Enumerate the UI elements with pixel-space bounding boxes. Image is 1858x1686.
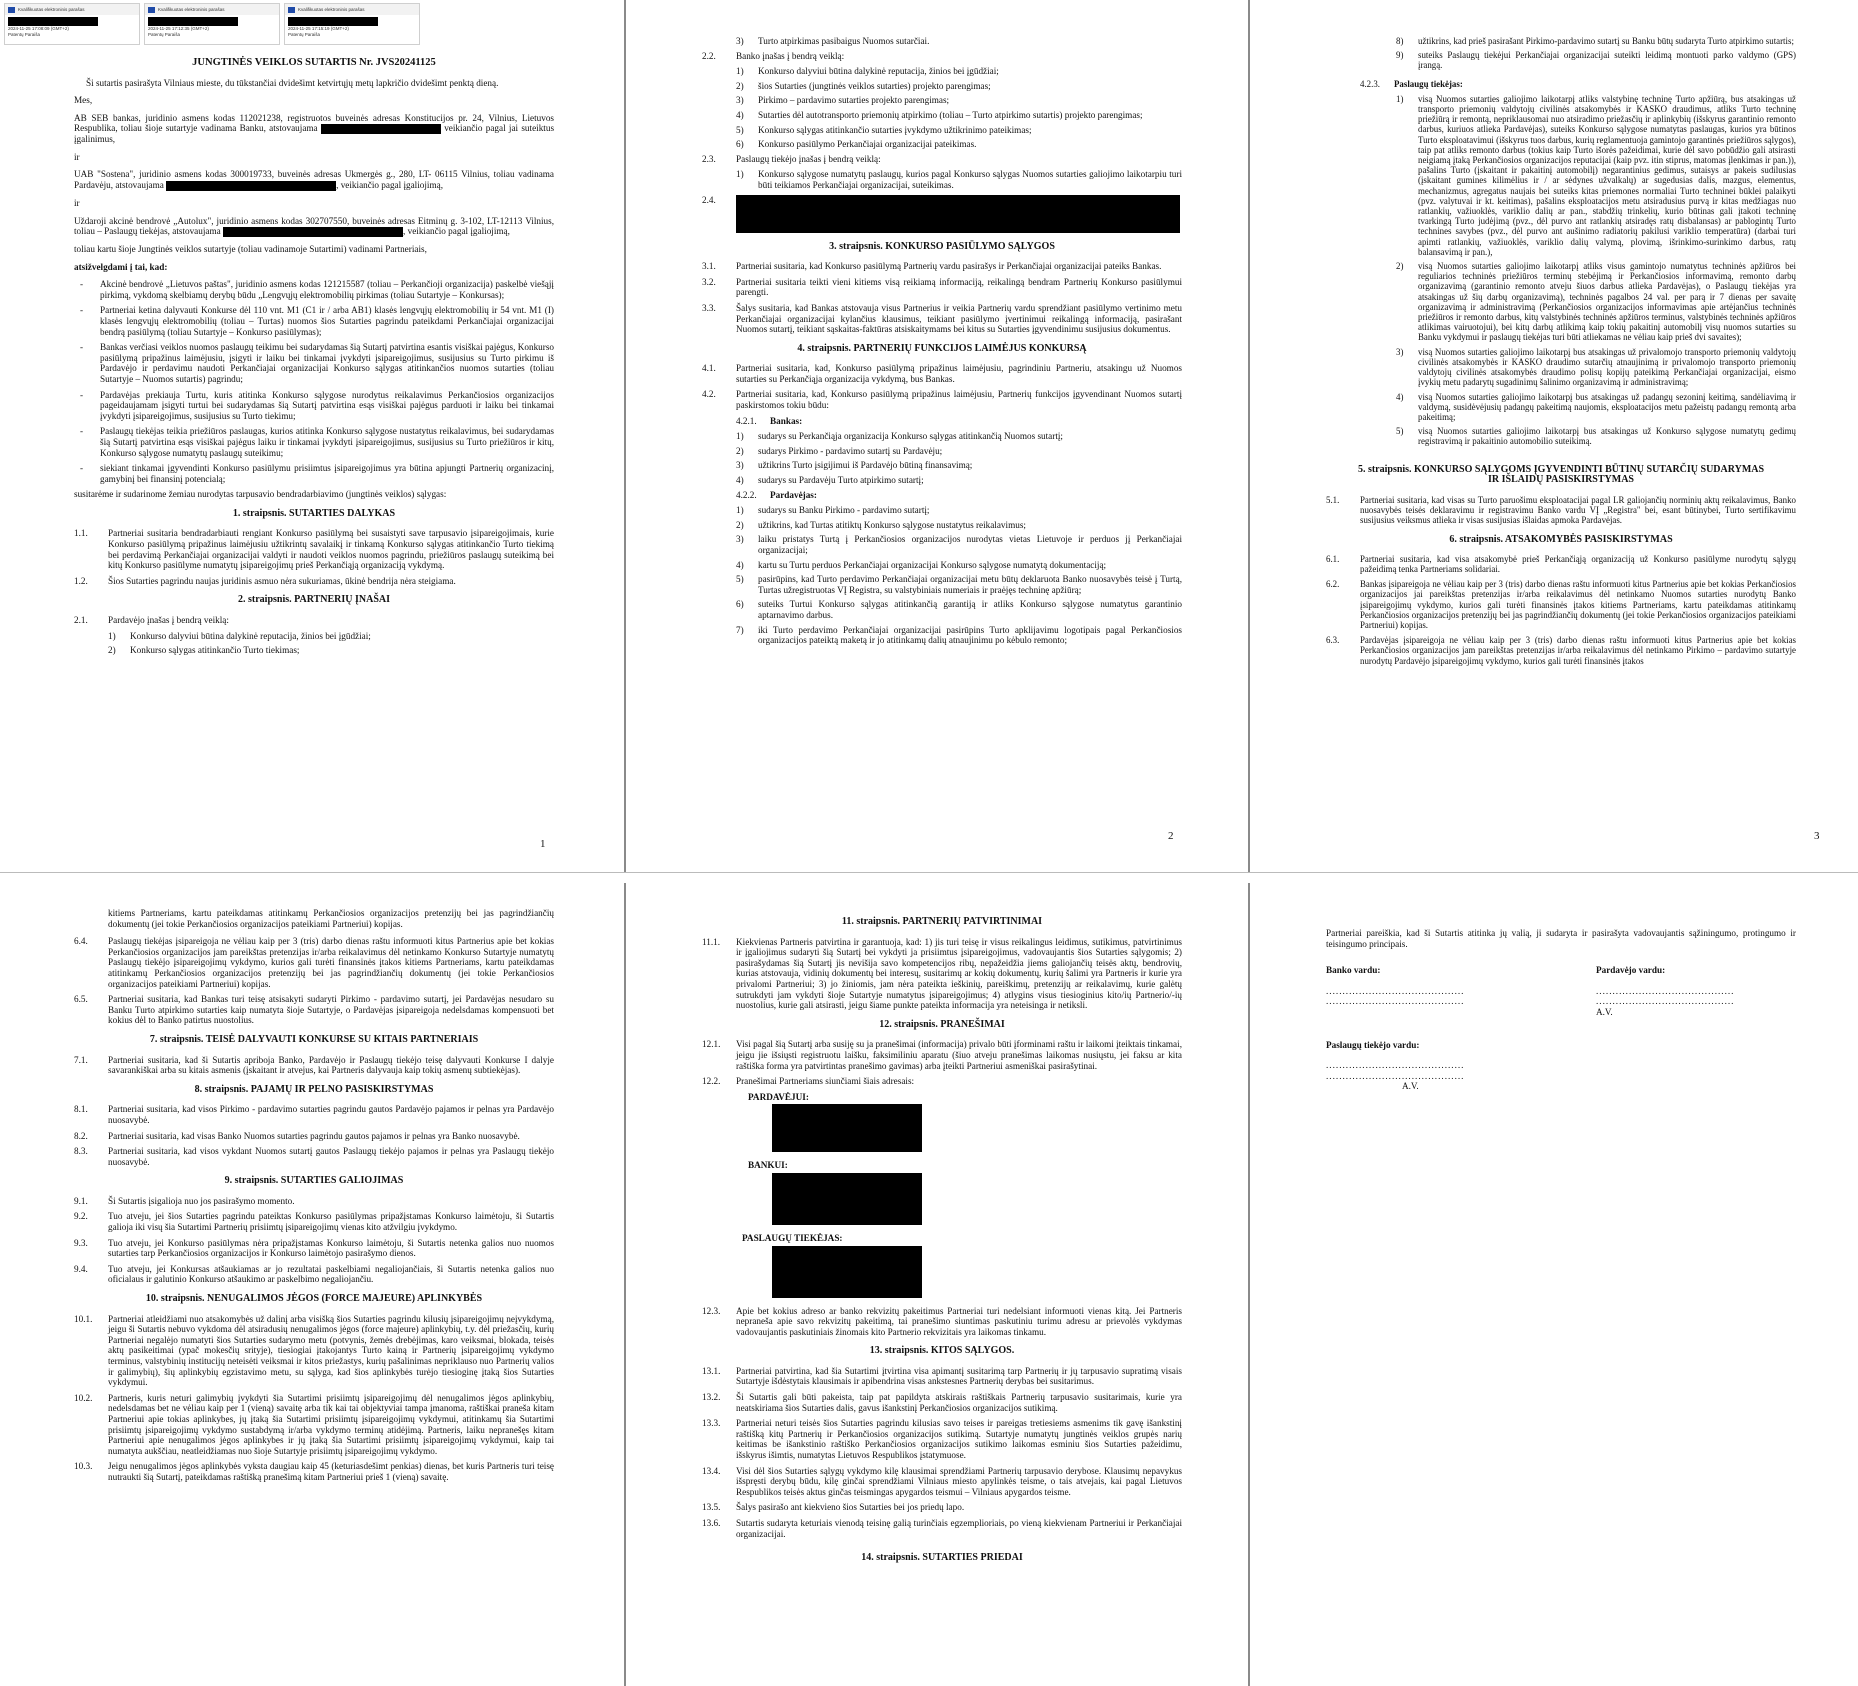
list-item-text: sudarys Pirkimo - pardavimo sutartį su Pardavėju; xyxy=(758,445,943,456)
signature-row xyxy=(1326,965,1796,1017)
redaction-block xyxy=(223,227,403,237)
clause-text: Partneriai susitaria, kad visas Banko Nuomos sutarties pagrindu gautos pajamos ir pelnas yra Banko nuosavybė. xyxy=(108,1130,520,1141)
clause-text: Tuo atveju, jei Konkursas atšaukiamas ar jo rezultatai paskelbiami negaliojančiais, ši Sutartis netenka galios nuo oficialaus ir galutinio Konkurso atšaukimo ar paskelbimo negaliojančiu. xyxy=(108,1263,554,1285)
clause-text: Paslaugų tiekėjas: xyxy=(1394,78,1463,89)
list-item-text: Konkurso sąlygas atitinkančio Turto tiekimas; xyxy=(130,645,300,656)
section-heading: 2. straipsnis. PARTNERIŲ ĮNAŠAI xyxy=(238,594,390,606)
page-separator xyxy=(624,0,626,1686)
clause xyxy=(74,1393,554,1457)
section-heading: 7. straipsnis. TEISĖ DALYVAUTI KONKURSE SU KITAIS PARTNERIAIS xyxy=(149,1033,479,1045)
redaction-block xyxy=(8,17,98,26)
clause-text: Partneriai susitaria teikti vieni kitiems visą reikiamą informaciją, reikalingą bendram Partnerių Konkurso pasiūlymui parengti. xyxy=(736,276,1182,298)
list-item-text: visą Nuomos sutarties galiojimo laikotarpį bus atsakingas už Konkurso sąlygose numatytų gedimų registravimą ir pakaitinio automobilio suteikimą. xyxy=(1418,426,1796,447)
clause-text: Banko įnašas į bendrą veiklą: xyxy=(736,50,845,61)
clause-text: Pardavėjas: xyxy=(770,489,817,500)
list-item: 9) suteiks Paslaugų tiekėjui Perkančiajai organizacijai suteikti leidimą montuoti parko valdymo (GPS) įrangą. xyxy=(1396,50,1796,71)
clause-number: 5.1. xyxy=(1326,494,1340,505)
clause xyxy=(702,1418,1182,1460)
stamp-header: Kvalifikuotas elektroninis parašas xyxy=(298,6,365,12)
section-heading: 6. straipsnis. ATSAKOMYBĖS PASISKIRSTYMAS xyxy=(1449,533,1673,545)
list-item: 2) Konkurso sąlygas atitinkančio Turto tiekimas; xyxy=(108,645,554,656)
clause-text: Partneriai susitaria, kad visos vykdant Nuomos sutartį gautos Paslaugų tiekėjo pajamos ir pelnas yra Paslaugų tiekėjo nuosavybė. xyxy=(108,1146,554,1167)
page-6-content xyxy=(1326,928,1796,1092)
signature-label: Pardavėjo vardu: xyxy=(1596,965,1666,976)
clause-text: Šios Sutarties pagrindu naujas juridinis asmuo nėra sukuriamas, ūkinė bendrija nėra steigiama. xyxy=(108,575,456,586)
list-item: 1) sudarys su Perkančiąja organizacija Konkurso sąlygas atitinkančią Nuomos sutartį; xyxy=(736,431,1182,442)
clause-text: Pranešimai Partneriams siunčiami šiais adresais: xyxy=(736,1076,915,1087)
stamp-name: Patentų Paraiša xyxy=(8,32,41,37)
clause xyxy=(702,1392,1182,1413)
clause-text: Jeigu nenugalimos jėgos aplinkybės vyksta daugiau kaip 45 (keturiasdešimt penkias) dienas, bet kuris Partneris turi teisę nutraukti šią Sutartį, pateikdamas raštišką pranešimą kitam Partneriui prieš 1 (vieną) savaitę. xyxy=(108,1461,554,1482)
clause-number: 2.1. xyxy=(74,615,88,626)
clause xyxy=(74,1238,554,1259)
party-seller-text: UAB "Sostena", juridinio asmens kodas 300019733, buveinės adresas Ukmergės g., 280, LT- 06115 Vilnius, toliau vadinama Pardavėju, atstovaujama xyxy=(74,169,554,191)
list-item: 8) užtikrins, kad prieš pasirašant Pirkimo-pardavimo sutartį su Banku būtų sudaryta Turto atpirkimo sutartis; xyxy=(1396,36,1796,46)
signature-line: .......................................... xyxy=(1326,996,1465,1007)
clause xyxy=(1360,79,1796,89)
list-item: 1) visą Nuomos sutarties galiojimo laikotarpį atliks valstybinę techninę Turto apžiūrą, bus atsakingas už transporto priemonių valdytojų civilinės atsakomybės ir KASKO draudimus, atliks Turto techninę priežiūrą ir remontą, nepriklausomai nuo atsiradimo priežasčių ir aplinkybių (išskyrus garantinio remonto darbus, kuriuos atlieka Pardavėjas), suteiks Konkurso sąlygose numatytas paslaugas, kurios yra būtinos Turto eksploatavimui (išskyrus tuos darbus, kurių reglamentuoja gamintojo garantinės priežiūros sąlygos), taip pat atliks remonto darbus (tokius kaip Turto išorės pažeidimai, kurie dėl savo pobūdžio gali atsirasti neigiamą įtaką Perkančiosios organizacijos reputacijai (kaip pvz. itin stiprus, matomas įlenkimas ir pan.)), pašalins Turto (įskaitant ir pakaitinį automobilį) negarantinius gedimus, sutaisys ar pakeis sudilusias (įskaitant gumines kilimėlius ir / ar sėdynes užvalkalų) ar sugedusias dalis, mazgus, elementus, mechanizmus, agregatus naujais bei suteiks kitas priemones normaliai Turto techninei būklei palaikyti (pvz. valytuvai ir kt. keitimas), pašalins eksploatacijos metu atsiradusius purvą ir kitas medžiagas nuo ratlankių, važiuoklės, variklio dalių ar pan., stabdžių trinkelių, kurio būtinas gali įtakoti techninę tvarkingą Turto judėjimą (pvz., dėl purvo ant ratlankių atsiradęs ratų disbalansas) ar pablogintų Turto technines savybes (pvz., dėl purvo ant aušinimo radiatorių pakilusi variklio temperatūra) (darbai turi apimti ratlankių, važiuoklės, variklio dalių valymą, plovimą, išrinkimo-surinkimo darbus, ratų balansavimą ir pan.), xyxy=(1396,93,1796,257)
clause-text: Partneriai susitaria, kad visas su Turto paruošimu eksploatacijai pagal LR galiojančių norminių aktų reikalavimus, Banko nuosavybės teisės deklaravimu ir registravimu Banko vardu VĮ „Registra" bei, esant būtinybei, Turto sertifikavimu susijusius veiksmus atlieka ir visas susijusias išlaidas apmoka Pardavėjas. xyxy=(1360,494,1796,526)
clause-text: Paslaugų tiekėjas įsipareigoja ne vėliau kaip per 3 (tris) darbo dienas raštu informuoti kitus Partnerius apie bet kokias Perkančiosios organizacijos jam pareikštas pretenzijas ir/arba reikalavimus dėl netinkamo Konkurso Sutartyje numatytų Paslaugų tiekėjo įsipareigojimų vykdymo, kurios gali turėti finansinės įtakos kitiems Partneriams, kartu pateikdamas atitinkamų Perkančiosios organizacijos pretenzijų bei jas pagrindžiančių dokumentų (jei tokie Perkančiosios organizacijos pateikiami Partneriui) kopijas. xyxy=(108,936,554,989)
eu-flag-icon xyxy=(148,7,155,13)
clause xyxy=(702,937,1182,1011)
clause-text: Paslaugų tiekėjo įnašas į bendrą veiklą: xyxy=(736,153,881,164)
page-3-content xyxy=(1326,36,1796,671)
clause-text: Partneriai susitaria, kad visos Pirkimo - pardavimo sutarties pagrindu gautos Pardavėjo pajamos ir pelnas yra Pardavėjo nuosavybė. xyxy=(108,1104,554,1125)
clause-number: 2.4. xyxy=(702,194,716,205)
clause-text: Visi pagal šią Sutartį arba susiję su ja pranešimai (informacija) privalo būti įforminami raštu ir laikomi įteiktais tinkamai, jeigu jie išsiųsti registruotu laišku, faksimiliniu aparatu (šiuo atveju pranešimas laikomas nusiųstu, jei faksu ar kita raštiška forma yra patvirtintas pranešimo gavimas) arba įteikti Partneriui asmeniškai pasirašytinai. xyxy=(736,1039,1182,1071)
clause-number: 3.3. xyxy=(702,302,716,313)
list-item: 2) visą Nuomos sutarties galiojimo laikotarpį atliks visus gamintojo numatytus techninės apžiūros bei reguliarios techninės priežiūros terminų stebėjimą ir Perkančiosios informavimą, remonto darbų organizavimą (garantinio remonto atveju šiuos darbus atlieka Pardavėjas), o Paslaugų tiekėjas yra atsakingas už šių darbų organizavimą), techninės pagalbos 24 val. per parą ir 7 dienas per savaitę organizavimą ir administravimą (Perkančiosios organizacijos informavimas apie artėjančius techninės priežiūros ir remonto darbus, kitų valstybinės techninės apžiūros terminus, valstybinės techninės apžiūros atlikimas vairuotojui), bei kitų darbų atlikimą kaip tokių pakaitinį automobilį visų nuomos sutarties su Banku vykdymui ir paslaugų tiekėjas turi būti atliekamas ne vėliau kaip prieš dvi savaites); xyxy=(1396,261,1796,343)
clause-number: 12.1. xyxy=(702,1039,721,1050)
clause-number: 6.3. xyxy=(1326,635,1340,646)
clause-text: Šalys susitaria, kad Bankas atstovauja visus Partnerius ir veikia Partnerių vardu sprendžiant pasiūlymo vertinimo metu Perkančiajai organizacijai kylančius klausimus, teikiant pasiūlymo įvertinimui reikalingą informaciją, pasirašant Nuomos sutartį, teikiant sąskaitas-faktūras atsiskaitymams bei kitus su Sutarties įgyvendinimu susijusius dokumentus. xyxy=(736,302,1182,335)
document-page-1 xyxy=(0,0,622,870)
list-item: 4) sudarys su Pardavėju Turto atpirkimo sutartį; xyxy=(736,475,1182,486)
clause xyxy=(736,416,1182,427)
list-item-text: visą Nuomos sutarties galiojimo laikotarpį atliks visus gamintojo numatytus techninės apžiūros bei reguliarios techninės priežiūros terminų stebėjimą ir Perkančiosios informavimą, remonto darbų organizavimą (garantinio remonto atveju šiuos darbus atlieka Pardavėjas), o Paslaugų tiekėjas yra atsakingas už šių darbų organizavimą), techninės pagalbos 24 val. per parą ir 7 dienas per savaitę organizavimą ir administravimą (Perkančiosios organizacijos informavimas apie artėjančius techninės priežiūros ir remonto darbus, kitų valstybinės techninės apžiūros terminus, valstybinės techninės apžiūros atlikimas vairuotojui), bei kitų darbų atlikimą kaip tokių pakaitinį automobilį visų nuomos sutarties su Banku vykdymui ir paslaugų tiekėjas turi būti atliekamas ne vėliau kaip prieš dvi savaites); xyxy=(1418,261,1796,343)
list-item: 1) Konkurso sąlygose numatytų paslaugų, kurios pagal Konkurso sąlygas Nuomos sutarties galiojimo laikotarpiu turi būti teikiamos Perkančiajai organizacijai, suteikimas. xyxy=(736,169,1182,190)
list-item: 6) suteiks Turtui Konkurso sąlygas atitinkančią garantiją ir atliks Konkurso sąlygose numatytus garantinio aptarnavimo darbus. xyxy=(736,599,1182,620)
recital-text: siekiant tinkamai įgyvendinti Konkurso pasiūlymu prisiimtus įsipareigojimus yra būtina apjungti Partnerių organizacinį, gamybinį bei finansinį potencialą; xyxy=(100,463,554,484)
recital-text: Paslaugų tiekėjas teikia priežiūros paslaugas, kurios atitinka Konkurso sąlygose nustatytus reikalavimus, bei sudarydamas šią Sutartį patvirtina esąs visiškai pajėgus laiku ir tinkamai įvykdyti įsipareigojimus, susijusius su Turto priežiūros ir kitų, Konkurso sąlygose numatytų paslaugų suteikimu; xyxy=(100,426,554,458)
recital-item: - Paslaugų tiekėjas teikia priežiūros paslaugas, kurios atitinka Konkurso sąlygose nustatytus reikalavimus, bei sudarydamas šią Sutartį patvirtina esąs visiškai pajėgus laiku ir tinkamai įvykdyti įsipareigojimus, susijusius su Turto priežiūros ir kitų, Konkurso sąlygose numatytų paslaugų suteikimu; xyxy=(80,426,554,458)
list-item-text: užtikrins, kad prieš pasirašant Pirkimo-pardavimo sutartį su Banku būtų sudaryta Turto atpirkimo sutartis; xyxy=(1418,36,1794,46)
clause xyxy=(702,389,1182,410)
clause-number: 1.1. xyxy=(74,528,88,539)
recital-text: Partneriai ketina dalyvauti Konkurse dėl 110 vnt. M1 (C1 ir / arba AB1) klasės lengvųjų elektromobilių ir 54 vnt. M1 (I) klasės lengvųjų elektromobilių (toliau – Turtas) nuomos šios Sutarties pagrindu pateikdami Perkančiajai organizacijai bendrą pasiūlymą (toliau Sutartyje – Konkurso pasiūlymas); xyxy=(100,305,554,337)
list-item-text: Konkurso pasiūlymo Perkančiajai organizacijai pateikimas. xyxy=(758,139,977,150)
section-heading: 11. straipsnis. PARTNERIŲ PATVIRTINIMAI xyxy=(841,916,1043,927)
signature-stamp xyxy=(284,3,420,45)
clause-number: 6.5. xyxy=(74,994,88,1005)
clause-text: Ši Sutartis įsigalioja nuo jos pasirašymo momento. xyxy=(108,1195,295,1206)
clause xyxy=(702,363,1182,384)
clause xyxy=(702,154,1182,165)
redaction-block xyxy=(321,124,441,134)
recital-item: - Bankas verčiasi veiklos nuomos paslaugų teikimu bei sudarydamas šią Sutartį patvirtina esantis visiškai pajėgus, Konkurso pasiūlymą pripažinus laimėjusiu, įsigyti ir laiku bei tinkamai įvykdyti įsipareigojimus, susijusius su Turto pirkimu iš Pardavėjo ir perdavimu naudoti Perkančiajai organizacijai Konkurso sąlygas atitinkančios nuomos sutarties (toliau Sutartyje – Nuomos sutartis) pagrindu; xyxy=(80,342,554,384)
section-heading: 14. straipsnis. SUTARTIES PRIEDAI xyxy=(861,1552,1023,1564)
clause-text: Partneriai susitaria, kad Bankas turi teisę atsisakyti sudaryti Pirkimo - pardavimo sutartį, jei Pardavėjas nesudaro su Banku Turto atpirkimo sutarties kaip numatyta šioje Sutartyje, o Pardavėjas įsipareigoja nedelsdamas kompensuoti bet kokius dėl to Banko patirtus nuostolius. xyxy=(108,994,554,1026)
stamp-place-label: A.V. xyxy=(1402,1081,1419,1092)
list-item-text: suteiks Turtui Konkurso sąlygas atitinkančią garantiją ir atliks Konkurso sąlygose numatytus garantinio aptarnavimo darbus. xyxy=(758,599,1182,620)
stamp-date: 2024-11-25 17:15:19 (GMT+2) xyxy=(288,26,349,31)
list-item-text: iki Turto perdavimo Perkančiajai organizacijai pasirūpins Turto apklijavimu logotipais pagal Perkančiosios organizacijos pateiktą maketą ir jo atitinkamų dalių atnaujinimu po kėbulo remonto; xyxy=(758,624,1182,646)
clause-number: 4.2.1. xyxy=(736,415,757,426)
clause-text: Bankas įsipareigoja ne vėliau kaip per 3 (tris) darbo dienas raštu informuoti kitus Partnerius apie bet kokias Perkančiosios organizacijos jai pareikštas pretenzijas ir/arba reikalavimus dėl netinkamo Nuomos sutarties nurodytų Banko įsipareigojimų vykdymo, kurios gali turėti finansinės įtakos kitiems Partneriams, kartu pateikdamas atitinkamų Perkančiosios organizacijos pretenzijų bei jas pagrindžiančių dokumentų (jei tokie Perkančiosios organizacijos pateikiami Partneriui) kopijas. xyxy=(1360,579,1796,630)
clause xyxy=(1326,579,1796,630)
agreement-line: susitarėme ir sudarinome žemiau nurodytas tarpusavio bendradarbiavimo (jungtinės veiklos) sąlygas: xyxy=(74,489,447,500)
clause-text: Pardavėjo įnašas į bendrą veiklą: xyxy=(108,615,229,626)
list-item: 3) visą Nuomos sutarties galiojimo laikotarpį bus atsakingas už privalomojo transporto priemonių valdytojų civilinės atsakomybės ir KASKO draudimo sutarčių atnaujinimą ir privalomojo transporto priemonių valdytojų civilinės atsakomybės draudimo polisų kopijų pateikimą Perkančiajai organizacijai, eismo įvykių metu padarytų sugadinimų šalinimo organizavimą ir administravimą; xyxy=(1396,346,1796,388)
clause xyxy=(702,1076,1182,1087)
page-number: 2 xyxy=(1168,830,1174,842)
stamp-header: Kvalifikuotas elektroninis parašas xyxy=(158,6,225,12)
list-item: 1) Konkurso dalyviui būtina dalykinė reputacija, žinios bei įgūdžiai; xyxy=(736,66,1182,77)
clause-number: 4.2.2. xyxy=(736,489,757,500)
list-item: 2) šios Sutarties (jungtinės veiklos sutarties) projekto parengimas; xyxy=(736,81,1182,92)
clause-text: Šalys pasirašo ant kiekvieno šios Sutarties bei jos priedų lapo. xyxy=(736,1502,965,1513)
list-item: 5) Konkurso sąlygas atitinkančio sutarties įvykdymo užtikrinimo pateikimas; xyxy=(736,125,1182,136)
recital-text: Bankas verčiasi veiklos nuomos paslaugų teikimu bei sudarydamas šią Sutartį patvirtina esantis visiškai pajėgus, Konkurso pasiūlymą pripažinus laimėjusiu, įsigyti ir laiku bei tinkamai įvykdyti įsipareigojimus, susijusius su Turto pirkimu iš Pardavėjo ir perdavimu naudoti Perkančiajai organizacijai Konkurso sąlygas atitinkančios nuomos sutarties (toliau Sutartyje – Nuomos sutartis) pagrindu; xyxy=(100,342,554,384)
clause-number: 13.4. xyxy=(702,1465,721,1476)
stamp-date: 2024-11-25 17:12:35 (GMT+2) xyxy=(148,26,209,31)
clause xyxy=(702,1039,1182,1071)
page-number: 1 xyxy=(540,838,546,850)
list-item: 5) pasirūpins, kad Turto perdavimo Perkančiajai organizacijai metu būtų deklaruota Banko nuosavybės teisė į Turtą, Turtas užregistruotas VĮ Registra, su valstybiniais numeriais ir praėjęs techninę apžiūrą; xyxy=(736,574,1182,595)
stamp-name: Patentų Paraiša xyxy=(148,32,181,37)
clause xyxy=(74,936,554,989)
party-bank xyxy=(74,113,554,145)
clause-number: 4.2.3. xyxy=(1360,78,1380,89)
section-heading: 1. straipsnis. SUTARTIES DALYKAS xyxy=(232,507,396,519)
clause-text: Partneriai neturi teisės šios Sutarties pagrindu kilusias savo teises ir pareigas tretiesiems asmenims tik gavę išankstinį raštišką kitų Partnerių ir Perkančiosios organizacijos sutikimą. Sutartyje numatytų jungtinės veiklos grupės narių keitimas be išankstinio raštiško Perkančiosios organizacijos sutikimo laikomas esminiu šios Sutarties pažeidimu, išskyrus išimtis, numatytas Lietuvos Respublikos įstatymuose. xyxy=(736,1418,1182,1461)
clause-number: 12.2. xyxy=(702,1076,721,1087)
continuation-text: kitiems Partneriams, kartu pateikdamas atitinkamų Perkančiosios organizacijos pretenzijų bei jas pagrindžiančių dokumentų (jei tokie Perkančiosios organizacijos pateikiami Partneriui) kopijas. xyxy=(108,908,554,929)
list-item: 2) užtikrins, kad Turtas atitiktų Konkurso sąlygose nustatytus reikalavimus; xyxy=(736,520,1182,531)
list-item-text: sudarys su Banku Pirkimo - pardavimo sutartį; xyxy=(758,505,930,516)
clause xyxy=(702,51,1182,62)
list-item: 4) Sutarties dėl autotransporto priemonių atpirkimo (toliau – Turto atpirkimo sutartis) projekto parengimas; xyxy=(736,110,1182,121)
clause xyxy=(702,261,1182,272)
signature-label: Banko vardu: xyxy=(1326,965,1381,976)
list-item-text: šios Sutarties (jungtinės veiklos sutarties) projekto parengimas; xyxy=(758,80,991,91)
bank-signature-block xyxy=(1326,965,1526,1017)
clause-number: 6.2. xyxy=(1326,579,1340,590)
provider-signature-block xyxy=(1326,1040,1526,1092)
list-item: 2) sudarys Pirkimo - pardavimo sutartį su Pardavėju; xyxy=(736,446,1182,457)
clause-text: Partneriai susitaria, kad Konkurso pasiūlymą Partnerių vardu pasirašys ir Perkančiajai organizacijai pateiks Bankas. xyxy=(736,261,1162,272)
recital-item: - siekiant tinkamai įgyvendinti Konkurso pasiūlymu prisiimtus įsipareigojimus yra būtina apjungti Partnerių organizacinį, gamybinį bei finansinį potencialą; xyxy=(80,463,554,484)
stamp-date: 2024-11-25 17:08:09 (GMT+2) xyxy=(8,26,69,31)
list-item-text: visą Nuomos sutarties galiojimo laikotarpį bus atsakingas už privalomojo transporto priemonių valdytojų civilinės atsakomybės ir KASKO draudimo sutarčių atnaujinimą ir privalomojo transporto priemonių valdytojų civilinės atsakomybės draudimo polisų kopijų pateikimą Perkančiajai organizacijai, eismo įvykių metu padarytų sugadinimų šalinimo organizavimą ir administravimą; xyxy=(1418,346,1796,388)
stamp-name: Patentų Paraiša xyxy=(288,32,321,37)
section-heading: 12. straipsnis. PRANEŠIMAI xyxy=(879,1018,1005,1030)
clause-text: Sutartis sudaryta keturiais vienodą teisinę galią turinčiais egzemplioriais, po vieną kiekvienam Partneriui ir Perkančiajai organizacijai. xyxy=(736,1518,1182,1539)
clause-number: 3.1. xyxy=(702,261,716,272)
clause-number: 10.2. xyxy=(74,1392,93,1403)
clause xyxy=(1326,635,1796,666)
clause-text: Ši Sutartis gali būti pakeista, taip pat papildyta atskirais raštiškais Partnerių tarpusavio susitarimais, kurie yra neatskiriama šios Sutarties dalis, gavus išankstinį Perkančiosios organizacijos sutikimą. xyxy=(736,1392,1182,1413)
clause-number: 7.1. xyxy=(74,1054,88,1065)
clause xyxy=(702,1466,1182,1498)
clause-text: Partneriai susitaria, kad ši Sutartis apriboja Banko, Pardavėjo ir Paslaugų tiekėjo teisę dalyvauti Konkurse I dalyje savarankiškai arba su kitais asmenis (įskaitant ir atvejus, kai Partneris dalyvauja kaip tokių asmenų subtiekėjas). xyxy=(108,1054,554,1076)
clause-number: 9.3. xyxy=(74,1237,88,1248)
redaction-block xyxy=(772,1104,922,1152)
clause-number: 4.1. xyxy=(702,363,716,374)
list-item-text: suteiks Paslaugų tiekėjui Perkančiajai organizacijai suteikti leidimą montuoti parko valdymo (GPS) įrangą. xyxy=(1418,50,1796,71)
list-item-text: Konkurso sąlygose numatytų paslaugų, kurios pagal Konkurso sąlygas Nuomos sutarties galiojimo laikotarpiu turi būti teikiamos Perkančiajai organizacijai, suteikimas. xyxy=(758,169,1182,190)
clause xyxy=(702,303,1182,335)
list-item-text: Pirkimo – pardavimo sutarties projekto parengimas; xyxy=(758,95,950,106)
signature-line: .......................................... xyxy=(1596,996,1735,1007)
clause-text: Tuo atveju, jei šios Sutarties pagrindu pateiktas Konkurso pasiūlymas pripažįstamas Konkurso laimėtoju, ši Sutartis galioja iki visų šia Sutartimi Partnerių prisiimtų įsipareigojimų vienas kito atžvilgiu įvykdymo. xyxy=(108,1211,554,1233)
redaction-block xyxy=(166,181,336,191)
address-block-bank xyxy=(748,1160,1182,1225)
mes-line: Mes, xyxy=(74,95,93,106)
clause-number: 10.3. xyxy=(74,1461,93,1472)
clause-number: 4.2. xyxy=(702,389,716,400)
final-statement: Partneriai pareiškia, kad ši Sutartis atitinka jų valią, ji sudaryta ir pasirašyta vadovaujantis sąžiningumo, protingumo ir teisingumo principais. xyxy=(1326,928,1796,949)
list-item-text: visą Nuomos sutarties galiojimo laikotarpį bus atsakingas už padangų sezoninį keitimą, sandėliavimą ir valdymą, susidėvėjusių padangų pakeitimą naujomis, eksploatacijos metu pažeistų padangų remontą arba pakeitimą; xyxy=(1418,391,1796,422)
page-5-content xyxy=(702,908,1182,1573)
clause-number: 2.2. xyxy=(702,50,716,61)
clause-number: 13.6. xyxy=(702,1518,721,1528)
clause-number: 11.1. xyxy=(702,936,721,947)
clause-number: 6.1. xyxy=(1326,553,1340,564)
clause xyxy=(74,528,554,570)
recital-text: Akcinė bendrovė „Lietuvos paštas", juridinio asmens kodas 121215587 (toliau – Perkančioji organizacija) paskelbė viešąjį pirkimą, vykdomą skelbiamų derybų būdu „Lengvųjų elektromobilių pirkimas (toliau Sutartyje – Konkursas); xyxy=(100,279,554,300)
list-item: 4) kartu su Turtu perduos Perkančiajai organizacijai Konkurso sąlygose numatytą dokumentaciją; xyxy=(736,560,1182,571)
clause-number: 2.3. xyxy=(702,153,716,164)
list-item-text: sudarys su Pardavėju Turto atpirkimo sutartį; xyxy=(758,475,924,486)
clause-number: 6.4. xyxy=(74,936,88,947)
clause-number: 9.1. xyxy=(74,1195,88,1206)
address-label: PARDAVĖJUI: xyxy=(748,1091,809,1102)
party-bank-end: veikiančio pagal jai suteiktus įgalinimus, xyxy=(74,123,555,145)
list-item-text: užtikrins Turto įsigijimui iš Pardavėjo būtiną finansavimą; xyxy=(758,460,973,471)
clause-number: 12.3. xyxy=(702,1305,721,1316)
eu-flag-icon xyxy=(8,7,15,13)
signature-stamp xyxy=(4,3,140,45)
seller-signature-block xyxy=(1596,965,1796,1017)
party-provider-text: Uždaroji akcinė bendrovė „Autolux", juridinio asmens kodas 302707550, buveinės adresas Eitminų g. 3-102, LT-12113 Vilnius, toliau – Paslaugų tiekėjas, atstovaujama xyxy=(74,215,554,237)
clause xyxy=(74,1196,554,1207)
document-page-3 xyxy=(1252,0,1858,870)
clause xyxy=(74,1131,554,1142)
document-page-5 xyxy=(628,884,1246,1686)
clause xyxy=(702,1366,1182,1387)
clause-text: Visi dėl šios Sutarties sąlygų vykdymo kilę klausimai sprendžiami Partnerių tarpusavio derybose. Klausimų nepavykus išspręsti derybų būdu, kilę ginčai sprendžiami Vilniaus miesto apylinkės teisme, o tais atvejais, kai pagal Lietuvos Respublikos teisės aktus ginčas teismingas apygardos teismui – Vilniaus apygardos teisme. xyxy=(736,1465,1182,1497)
list-item: 3) Pirkimo – pardavimo sutarties projekto parengimas; xyxy=(736,95,1182,106)
list-item: 7) iki Turto perdavimo Perkančiajai organizacijai pasirūpins Turto apklijavimu logotipais pagal Perkančiosios organizacijos pateiktą maketą ir jo atitinkamų dalių atnaujinimu po kėbulo remonto; xyxy=(736,624,1182,646)
eu-flag-icon xyxy=(288,7,295,13)
list-item: 6) Konkurso pasiūlymo Perkančiajai organizacijai pateikimas. xyxy=(736,139,1182,150)
clause xyxy=(74,1211,554,1232)
list-item-text: Turto atpirkimas pasibaigus Nuomos sutarčiai. xyxy=(758,36,930,46)
address-label: BANKUI: xyxy=(748,1160,788,1171)
signature-stamp xyxy=(144,3,280,45)
clause xyxy=(702,1306,1182,1338)
redaction-block xyxy=(772,1173,922,1225)
considering-line: atsižvelgdami į tai, kad: xyxy=(74,261,168,272)
clause-number: 13.3. xyxy=(702,1418,721,1429)
clause-number: 9.2. xyxy=(74,1211,88,1222)
list-item: 3) laiku pristatys Turtą į Perkančiosios organizacijos nurodytas vietas Lietuvoje ir perduos jį Perkančiajai organizacijai; xyxy=(736,534,1182,555)
list-item-text: kartu su Turtu perduos Perkančiajai organizacijai Konkurso sąlygose numatytą dokumentaciją; xyxy=(758,559,1107,570)
clause-number: 8.1. xyxy=(74,1104,88,1115)
page-4-content xyxy=(74,908,554,1488)
clause xyxy=(74,1461,554,1482)
clause-text: Kiekvienas Partneris patvirtina ir garantuoja, kad: 1) jis turi teisę ir visus reikalingus leidimus, sutikimus, patvirtinimus ir įgaliojimus sudaryti šią Sutartį bei vykdyti ja prisiimtus įsipareigojimus, vadovaujantis šios Sutarties sąlygomis; 2) pasirašydamas šią Sutartį jis nevišija savo kompetencijos ribų, nepažeidžia jiems galiojančių teisės aktų, bendrovių, kurias atstovauja, vidinių dokumentų bei interesų, susitarimų ar kokių dokumentų, kurių šalimi yra Partneris ir kurie yra privalomi Partneriui; 3) jo žiniomis, jam nėra pateikta ieškinių, pareiškimų, pretenzijų ar reikalavimų, kurie galėtų sutrukdyti jam vykdyti šioje Sutartyje numatytus įsipareigojimus; 4) atlygins visus tiesioginius kito/ių Partnerio/-ių nuostolius, kurie gali atsirasti, jeigu šiame punkte pateikta informacija yra neteisinga ir netiksli. xyxy=(736,936,1182,1011)
signature-line: .......................................... xyxy=(1596,985,1735,996)
clause xyxy=(74,994,554,1026)
recital-text: Pardavėjas prekiauja Turtu, kuris atitinka Konkurso sąlygose nurodytus reikalavimus Perkančiosios organizacijos pageidaujamam įsigyti turtui bei sudarydamas šią Sutartį patvirtina esąs visiškai pajėgus parduoti ir laiku bei tinkamai įvykdyti įsipareigojimus, susijusius su Turto tiekimu; xyxy=(100,389,554,421)
clause xyxy=(74,1146,554,1167)
document-page-4 xyxy=(0,884,622,1686)
party-provider xyxy=(74,216,554,237)
clause-number: 13.2. xyxy=(702,1392,721,1403)
clause xyxy=(1326,554,1796,574)
clause-text: Partneriai patvirtina, kad šia Sutartimi įtvirtina visa apimantį susitarimą tarp Partnerių ir jų tarpusavio supratimą visais Sutartyje išdėstytais klausimais ir apibendrina visas ankstesnes Partnerių derybas bei susitarimus. xyxy=(736,1365,1182,1387)
signature-line: .......................................... xyxy=(1326,985,1465,996)
party-provider-end: , veikiančio pagal įgaliojimą, xyxy=(403,226,510,237)
list-item-text: užtikrins, kad Turtas atitiktų Konkurso sąlygose nustatytus reikalavimus; xyxy=(758,519,1026,530)
and-line: ir xyxy=(74,151,80,162)
recital-item: - Partneriai ketina dalyvauti Konkurse dėl 110 vnt. M1 (C1 ir / arba AB1) klasės lengvųjų elektromobilių ir 54 vnt. M1 (I) klasės lengvųjų elektromobilių (toliau – Turtas) nuomos šios Sutarties pagrindu pateikdami Perkančiajai organizacijai bendrą pasiūlymą (toliau Sutartyje – Konkurso pasiūlymas); xyxy=(80,305,554,337)
redaction-block xyxy=(736,195,1180,233)
clause xyxy=(702,1518,1182,1539)
and-line: ir xyxy=(74,197,80,208)
section-heading: 10. straipsnis. NENUGALIMOS JĖGOS (FORCE MAJEURE) APLINKYBĖS xyxy=(145,1293,483,1305)
clause-number: 10.1. xyxy=(74,1313,93,1324)
clause-text: Tuo atveju, jei Konkurso pasiūlymas nėra pripažįstamas Konkurso laimėtoju, ši Sutartis netenka galios nuo nuomos sutarties tarp Perkančiosios organizacijos ir Konkurso laimėtojo pasirašymo dienos. xyxy=(108,1237,554,1259)
list-item: 5) visą Nuomos sutarties galiojimo laikotarpį bus atsakingas už Konkurso sąlygose numatytų gedimų registravimą ir pakaitinio automobilio suteikimą. xyxy=(1396,426,1796,447)
list-item-text: Konkurso dalyviui būtina dalykinė reputacija, žinios bei įgūdžiai; xyxy=(130,630,371,641)
clause xyxy=(702,1502,1182,1513)
clause-number: 9.4. xyxy=(74,1263,88,1274)
list-item-text: Konkurso dalyviui būtina dalykinė reputacija, žinios bei įgūdžiai; xyxy=(758,66,999,77)
clause xyxy=(1326,495,1796,526)
clause-number: 8.3. xyxy=(74,1146,88,1157)
list-item: 4) visą Nuomos sutarties galiojimo laikotarpį bus atsakingas už padangų sezoninį keitimą, sandėliavimą ir valdymą, susidėvėjusių padangų pakeitimą naujomis, eksploatacijos metu pažeistų padangų remontą arba pakeitimą; xyxy=(1396,391,1796,422)
clause xyxy=(74,1055,554,1076)
clause-text: Apie bet kokius adreso ar banko rekvizitų pakeitimus Partneriai turi nedelsiant informuoti vienas kitą. Jei Partneris nepraneša apie savo rekvizitų pakeitimą, tai pranešimo siuntimas paskutiniu turimu adresu ar prievolės vykdymas vadovaujantis paskutiniais žinomais kito Partnerio rekvizitais yra laikomas tinkamu. xyxy=(736,1305,1182,1337)
page-1-content xyxy=(74,56,554,660)
signature-line: .......................................... xyxy=(1326,1070,1465,1081)
recital-item: - Akcinė bendrovė „Lietuvos paštas", juridinio asmens kodas 121215587 (toliau – Perkančioji organizacija) paskelbė viešąjį pirkimą, vykdomą skelbiamų derybų būdu „Lengvųjų elektromobilių pirkimas (toliau Sutartyje – Konkursas); xyxy=(80,279,554,300)
page-2-content xyxy=(702,36,1182,650)
document-title: JUNGTINĖS VEIKLOS SUTARTIS Nr. JVS20241125 xyxy=(192,57,436,68)
list-item-text: pasirūpins, kad Turto perdavimo Perkančiajai organizacijai metu būtų deklaruota Banko nuosavybės teisė į Turtą, Turtas užregistruotas VĮ Registra, su valstybiniais numeriais ir praėjęs techninę apžiūrą; xyxy=(758,574,1182,595)
section-heading: 3. straipsnis. KONKURSO PASIŪLYMO SĄLYGOS xyxy=(829,240,1055,252)
clause-text: Partneriai susitaria, kad, Konkurso pasiūlymą pripažinus laimėjusiu, pagrindiniu Partneriu, atsakingu už Nuomos sutarties su Perkančiąja organizacija vykdymą, bus Bankas. xyxy=(736,363,1182,384)
page-number: 3 xyxy=(1814,830,1820,842)
clause xyxy=(74,576,554,587)
list-item-text: laiku pristatys Turtą į Perkančiosios organizacijos nurodytas vietas Lietuvoje ir perduos jį Perkančiajai organizacijai; xyxy=(758,534,1182,555)
stamp-place-label: A.V. xyxy=(1596,1006,1613,1017)
section-heading: 13. straipsnis. KITOS SĄLYGOS. xyxy=(869,1345,1015,1357)
redaction-block xyxy=(772,1246,922,1298)
clause-number: 3.2. xyxy=(702,276,716,287)
clause-number: 13.1. xyxy=(702,1365,721,1376)
section-heading: 8. straipsnis. PAJAMŲ IR PELNO PASISKIRSTYMAS xyxy=(194,1083,434,1095)
document-page-2 xyxy=(628,0,1246,870)
clause xyxy=(74,615,554,626)
clause-number: 8.2. xyxy=(74,1130,88,1141)
page-row-separator xyxy=(0,872,1858,883)
redaction-block xyxy=(288,17,378,26)
section-heading: 4. straipsnis. PARTNERIŲ FUNKCIJOS LAIMĖJUS KONKURSĄ xyxy=(797,342,1087,354)
address-label: PASLAUGŲ TIEKĖJAS: xyxy=(742,1232,843,1243)
clause-number: 13.5. xyxy=(702,1502,721,1513)
clause xyxy=(74,1264,554,1285)
list-item: 1) sudarys su Banku Pirkimo - pardavimo sutartį; xyxy=(736,505,1182,516)
section-heading: 5. straipsnis. KONKURSO SĄLYGOMS ĮGYVENDINTI BŪTINŲ SUTARČIŲ SUDARYMAS IR IŠLAIDŲ PASISKIRSTYMAS xyxy=(1357,463,1765,485)
address-block-provider xyxy=(742,1233,1182,1298)
list-item: 3) Turto atpirkimas pasibaigus Nuomos sutarčiai. xyxy=(736,36,1182,47)
clause xyxy=(702,277,1182,298)
list-item-text: Konkurso sąlygas atitinkančio sutarties įvykdymo užtikrinimo pateikimas; xyxy=(758,124,1032,135)
clause xyxy=(74,1104,554,1125)
clause xyxy=(736,490,1182,501)
list-item: 3) užtikrins Turto įsigijimui iš Pardavėjo būtiną finansavimą; xyxy=(736,460,1182,471)
clause xyxy=(74,1314,554,1388)
list-item-text: visą Nuomos sutarties galiojimo laikotarpį atliks valstybinę techninę Turto apžiūrą, bus atsakingas už transporto priemonių valdytojų civilinės atsakomybės ir KASKO draudimus, atliks Turto techninę priežiūrą ir remontą, nepriklausomai nuo atsiradimo priežasčių ir aplinkybių (išskyrus garantinio remonto darbus, kuriuos atlieka Pardavėjas), suteiks Konkurso sąlygose numatytas paslaugas, kurios yra būtinos Turto eksploatavimui (išskyrus tuos darbus, kurių reglamentuoja gamintojo garantinės priežiūros sąlygos), taip pat atliks remonto darbus (tokius kaip Turto išorės pažeidimai, kurie dėl savo pobūdžio gali atsirasti neigiamą įtaką Perkančiosios organizacijos reputacijai (kaip pvz. itin stiprus, matomas įlenkimas ir pan.)), pašalins Turto (įskaitant ir pakaitinį automobilį) negarantinius gedimus, sutaisys ar pakeis sudilusias (įskaitant gumines kilimėlius ir / ar sėdynes užvalkalų) ar sugedusias dalis, mazgus, elementus, mechanizmus, agregatus naujais bei suteiks kitas priemones normaliai Turto techninei būklei palaikyti (pvz. valytuvai ir kt. keitimas), pašalins eksploatacijos metu atsiradusius purvą ir kitas medžiagas nuo ratlankių, važiuoklės, variklio dalių ar pan., stabdžių trinkelių, kurio būtinas gali įtakoti techninę tvarkingą Turto judėjimą (pvz., dėl purvo ant ratlankių atsiradęs ratų disbalansas) ar pablogintų Turto technines savybes (pvz., dėl purvo ant aušinimo radiatorių pakilusi variklio temperatūra) (darbai turi apimti ratlankių, važiuoklės, variklio dalių valymą, plovimą, išrinkimo-surinkimo darbus, ratų balansavimą ir pan.), xyxy=(1418,93,1796,257)
clause-number: 1.2. xyxy=(74,575,88,586)
clause-text: Partneriai susitaria bendradarbiauti rengiant Konkurso pasiūlymą bei susaistyti save tarpusavio įsipareigojimais, kurie Konkurso pasiūlymą pripažinus laimėjusiu užtikrintų savalaikį ir tinkamą Konkurso sąlygas atitinkančio Turto tiekimą bei perdavimą Perkančiajai organizacijai valdyti ir naudoti veiklos nuomos pagrindu, priežiūros paslaugų suteikimą bei kitų Konkurso pasiūlyme numatytų įsipareigojimų prieš Perkančiąją organizaciją vykdymą. xyxy=(108,528,554,571)
together-line: toliau kartu šioje Jungtinės veiklos sutartyje (toliau vadinamoje Sutartimi) vadinami Partneriais, xyxy=(74,244,427,255)
list-item-text: sudarys su Perkančiąja organizacija Konkurso sąlygas atitinkančią Nuomos sutartį; xyxy=(758,431,1063,442)
party-bank-text: AB SEB bankas, juridinio asmens kodas 112021238, registruotos buveinės adresas Konstitucijos pr. 24, Vilnius, Lietuvos Respublika, toliau šioje sutartyje vadinama Banku, atstovaujama xyxy=(74,112,554,134)
clause xyxy=(702,195,1182,233)
party-seller-end: , veikiančio pagal įgaliojimą, xyxy=(336,180,444,191)
stamp-header: Kvalifikuotas elektroninis parašas xyxy=(18,6,85,12)
clause-text: Bankas: xyxy=(770,415,803,426)
clause-text: Pardavėjas įsipareigoja ne vėliau kaip per 3 (tris) darbo dienas raštu informuoti kitus Partnerius apie bet kokias Perkančiosios organizacijos jam pareikštas pretenzijas ir/arba reikalavimus dėl netinkamo Pirkimo – pardavimo sutartyje nurodytų Pardavėjo įsipareigojimų vykdymo, kurios gali turėti finansinės įtakos xyxy=(1360,635,1796,666)
list-item: 1) Konkurso dalyviui būtina dalykinė reputacija, žinios bei įgūdžiai; xyxy=(108,631,554,642)
signature-label: Paslaugų tiekėjo vardu: xyxy=(1326,1039,1420,1050)
address-block-seller xyxy=(748,1092,1182,1153)
clause-text: Partneriai susitaria, kad, Konkurso pasiūlymą pripažinus laimėjusiu, Partnerių funkcijos įgyvendinant Nuomos sutartį paskirstomos tokiu būdu: xyxy=(736,389,1182,411)
redaction-block xyxy=(148,17,238,26)
intro-paragraph: Ši sutartis pasirašyta Vilniaus mieste, du tūkstančiai dvidešimt ketvirtųjų metų lapkričio dvidešimt penktą dieną. xyxy=(86,77,499,88)
clause-text: Partneriai susitaria, kad visa atsakomybė prieš Perkančiąją organizaciją už Konkurso pasiūlyme nurodytų sąlygų pažeidimą tenka Partneriams solidariai. xyxy=(1360,553,1796,574)
section-heading: 9. straipsnis. SUTARTIES GALIOJIMAS xyxy=(224,1175,404,1187)
list-item-text: Sutarties dėl autotransporto priemonių atpirkimo (toliau – Turto atpirkimo sutartis) projekto parengimas; xyxy=(758,109,1143,120)
document-page-6 xyxy=(1252,884,1858,1686)
recital-item: - Pardavėjas prekiauja Turtu, kuris atitinka Konkurso sąlygose nurodytus reikalavimus Perkančiosios organizacijos pageidaujamam įsigyti turtui bei sudarydamas šią Sutartį patvirtina esąs visiškai pajėgus parduoti ir laiku bei tinkamai įvykdyti įsipareigojimus, susijusius su Turto tiekimu; xyxy=(80,389,554,421)
page-separator xyxy=(1248,0,1250,1686)
clause-text: Partneris, kuris neturi galimybių įvykdyti šia Sutartimi prisiimtų įsipareigojimų dėl nenugalimos jėgos aplinkybių, nedelsdamas bet ne vėliau kaip per 1 (vieną) savaitę arba tik kai tai objektyviai tampa įmanoma, raštiškai praneša kitam Partneriui apie tokias aplinkybes, jų įtaką šia Sutartimi prisiimtų įsipareigojimų vykdymui, atitinkamų šia Sutartimi prisiimtų įsipareigojimų vykdymo sustabdymą ir/arba vykdymo terminų atidėjimą. Partneris, laiku nepranešęs kitam Partneriui apie nenugalimos jėgos aplinkybes ir jų įtaką šia Sutartimi prisiimtų įsipareigojimų vykdymui, kaip tai numatyta aukščiau, neatleidžiamas nuo šioje Sutartyje prisiimtų įsipareigojimų vykdymo. xyxy=(108,1392,554,1456)
clause-text: Partneriai atleidžiami nuo atsakomybės už dalinį arba visišką šios Sutarties pagrindu kilusių įsipareigojimų neįvykdymą, jeigu ši Sutartis nebuvo vykdoma dėl atsiradusių nenugalimos jėgos (force majeure) aplinkybių, t.y. dėl priežasčių, kurių Partneriai negalėjo numatyti šios Sutarties sudarymo metu (potvynis, žemės drebėjimas, karo veiksmai, blokada, teisės aktų pasikeitimai (ypač mokesčių srityje), tiesiogiai įtakojantys Turto kainą ir Partnerių įsipareigojimų vykdymo terminus, valstybinių institucijų neteisėti veiksmai ir kitos priežastys, kurių pašalinimas nepriklauso nuo Partnerių valios ir galimybių), šių aplinkybių egzistavimo metu, su sąlyga, kad šios aplinkybės turėjo tiesioginę įtaką šios Sutarties vykdymui. xyxy=(108,1313,554,1388)
signature-line: .......................................... xyxy=(1326,1060,1465,1071)
party-seller xyxy=(74,169,554,190)
